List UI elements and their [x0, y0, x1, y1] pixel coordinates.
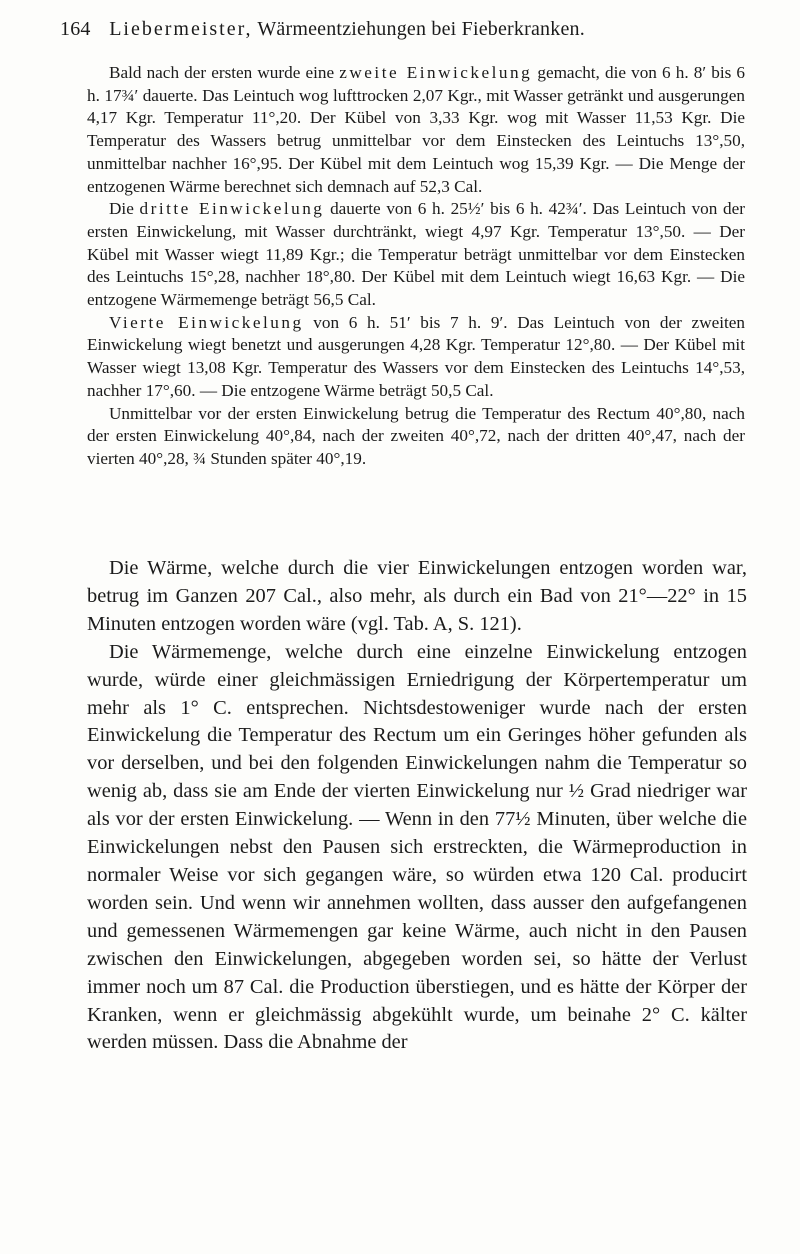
emphasis-second-wrapping: zweite Einwickelung	[339, 63, 533, 82]
page-number: 164	[60, 18, 91, 40]
paragraph-heat-analysis: Die Wärmemenge, welche durch eine einzelne Einwickelung entzogen wurde, würde einer gleichmässigen Erniedrigung der Körpertemperatur um mehr als 1° C. entsprechen. Nichtsdestoweniger wurde nach der ersten Einwickelung die Temperatur des Rectum um ein Geringes höher gefunden als vor derselben, und bei den folgenden Einwickelungen nahm die Temperatur so wenig ab, dass sie am Ende der vierten Einwickelung nur ½ Grad niedriger war als vor der ersten Einwickelung. — Wenn in den 77½ Minuten, über welche die Einwickelungen nebst den Pausen sich erstreckten, die Wärmeproduction in normaler Weise vor sich gegangen wäre, so würden etwa 120 Cal. producirt worden sein. Und wenn wir annehmen wollten, dass ausser den aufgefangenen und gemessenen Wärmemengen gar keine Wärme, auch nicht in den Pausen zwischen den Einwickelungen, abgegeben worden sei, so hätte der Verlust immer noch um 87 Cal. die Production überstiegen, und es hätte der Körper der Kranken, wenn er gleichmässig abgekühlt wurde, um beinahe 2° C. kälter werden müssen. Dass die Abnahme der	[87, 640, 747, 1054]
paragraph-rectum-temperatures: Unmittelbar vor der ersten Einwickelung betrug die Temperatur des Rectum 40°,80, nach der ersten Einwickelung 40°,84, nach der zweiten 40°,72, nach der dritten 40°,47, nach der vierten 40°,28, ¾ Stunden später 40°,19.	[87, 403, 745, 468]
running-author: Liebermeister,	[109, 18, 253, 40]
page-header	[60, 18, 750, 41]
paragraph-total-heat: Die Wärme, welche durch die vier Einwickelungen entzogen worden war, betrug im Ganzen 207 Cal., also mehr, als durch ein Bad von 21°—22° in 15 Minuten entzogen worden wäre (vgl. Tab. A, S. 121).	[87, 557, 747, 635]
paragraph-fourth-wrapping: Vierte Einwickelung von 6 h. 51′ bis 7 h. 9′. Das Leintuch von der zweiten Einwickelung wiegt benetzt und ausgerungen 4,28 Kgr. Temperatur 12°,80. — Der Kübel mit Wasser wiegt 13,08 Kgr. Temperatur des Wassers vor dem Einstecken des Leintuchs 14°,53, nachher 17°,60. — Die entzogene Wärme beträgt 50,5 Cal.	[87, 312, 746, 400]
emphasis-fourth-wrapping: Vierte Einwickelung	[109, 312, 304, 332]
main-text-section	[87, 555, 747, 1057]
paragraph-third-wrapping: Die dritte Einwickelung dauerte von 6 h. 25½′ bis 6 h. 42¾′. Das Leintuch von der ersten Einwickelung, mit Wasser durchtränkt, wiegt 4,97 Kgr. Temperatur 13°,50. — Der Kübel mit Wasser wiegt 11,89 Kgr.; die Temperatur beträgt unmittelbar vor dem Einstecken des Leintuchs 15°,28, nachher 18°,80. Der Kübel mit dem Leintuch wiegt 16,63 Kgr. — Die entzogene Wärmemenge beträgt 56,5 Cal.	[87, 199, 745, 310]
emphasis-third-wrapping: dritte Einwickelung	[139, 199, 325, 219]
paragraph-second-wrapping: Bald nach der ersten wurde eine zweite Einwickelung gemacht, die von 6 h. 8′ bis 6 h. 17¾′ dauerte. Das Leintuch wog lufttrocken 2,07 Kgr., mit Wasser getränkt und ausgerungen 4,17 Kgr. Temperatur 11°,20. Der Kübel von 3,33 Kgr. wog mit Wasser 11,53 Kgr. Die Temperatur des Wassers betrug unmittelbar vor dem Einstecken des Leintuchs 13°,50, unmittelbar nachher 16°,95. Der Kübel mit dem Leintuch wog 15,39 Kgr. — Die Menge der entzogenen Wärme berechnet sich demnach auf 52,3 Cal.	[87, 63, 746, 196]
small-print-section	[87, 62, 745, 471]
running-title: Wärmeentziehungen bei Fieberkranken.	[257, 18, 585, 40]
